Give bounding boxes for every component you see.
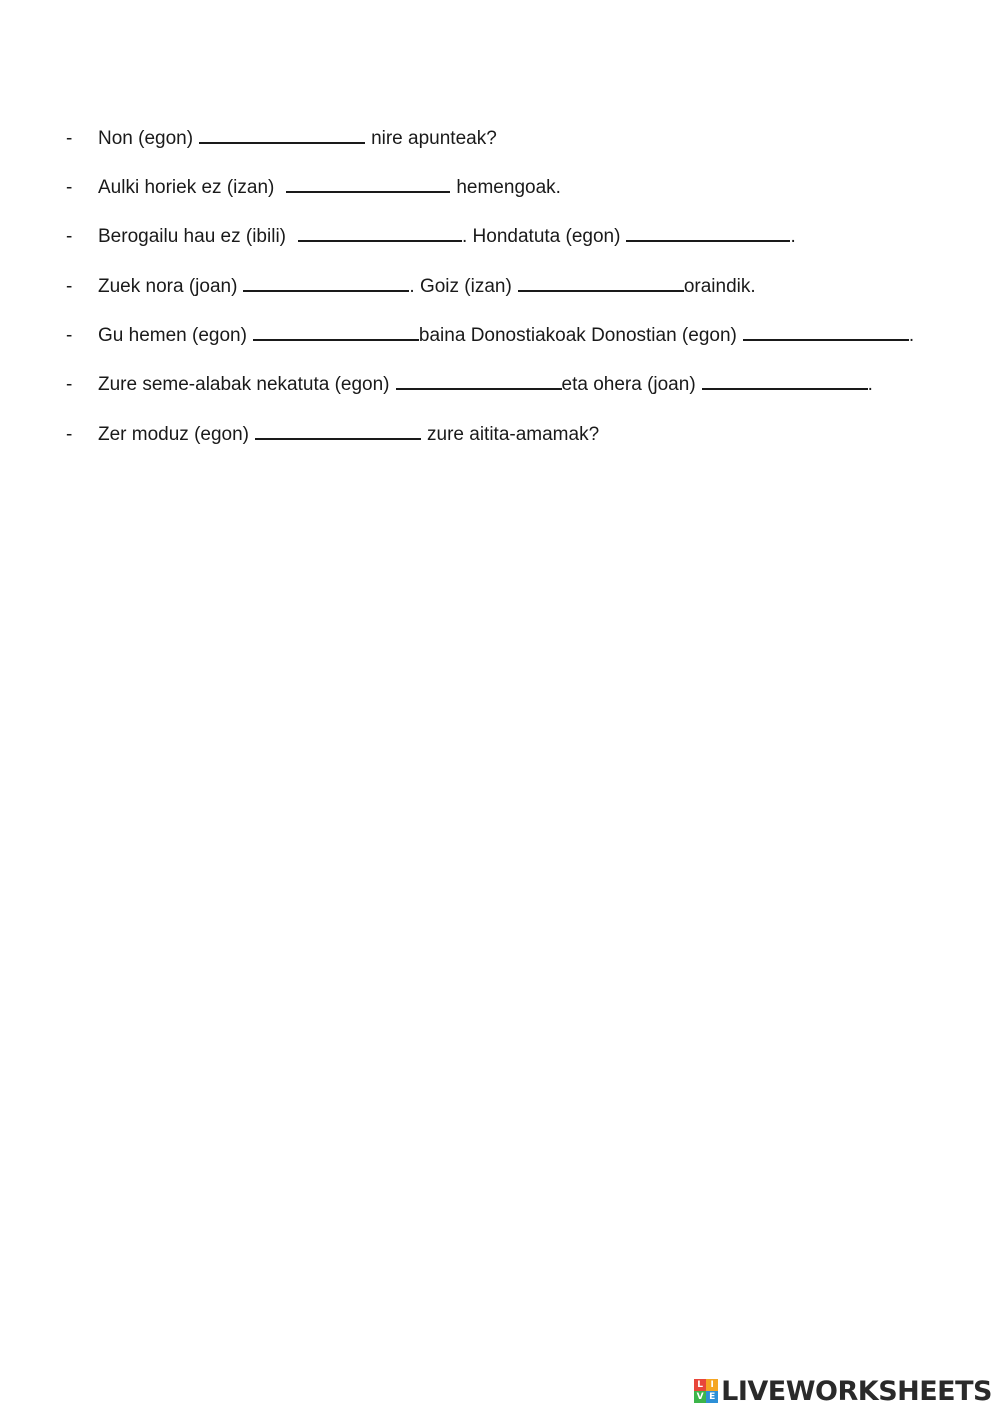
prompt-text: Aulki horiek ez (izan) — [98, 177, 275, 198]
bullet-dash: - — [66, 374, 73, 395]
exercise-line-4 — [66, 270, 756, 298]
prompt-text: Gu hemen (egon) — [98, 325, 247, 346]
answer-blank[interactable] — [253, 319, 419, 341]
live-logo-icon — [694, 1379, 718, 1403]
prompt-text: baina Donostiakoak Donostian (egon) — [418, 325, 737, 346]
prompt-text: Zuek nora (joan) — [98, 276, 238, 297]
logo-letter-l: L — [694, 1379, 706, 1391]
bullet-dash: - — [66, 424, 73, 445]
prompt-text: nire apunteak? — [371, 128, 497, 149]
prompt-text: Zure seme-alabak nekatuta (egon) — [98, 374, 390, 395]
exercise-line-6 — [66, 368, 873, 396]
answer-blank[interactable] — [243, 270, 409, 292]
brand-name: LIVEWORKSHEETS — [721, 1375, 992, 1407]
prompt-text: Non (egon) — [98, 128, 194, 149]
answer-blank[interactable] — [743, 319, 909, 341]
prompt-text: . — [790, 226, 796, 247]
exercise-line-2 — [66, 171, 561, 199]
prompt-text: . — [867, 374, 873, 395]
answer-blank[interactable] — [702, 368, 868, 390]
prompt-text: . Goiz (izan) — [409, 276, 512, 297]
prompt-text: hemengoak. — [456, 177, 561, 198]
prompt-text: . — [908, 325, 915, 346]
answer-blank[interactable] — [518, 270, 684, 292]
prompt-text: Zer moduz (egon) — [98, 424, 250, 445]
exercise-line-1 — [66, 122, 497, 150]
answer-blank[interactable] — [255, 418, 421, 440]
liveworksheets-logo — [694, 1375, 992, 1407]
bullet-dash: - — [66, 276, 73, 297]
bullet-dash: - — [66, 177, 73, 198]
prompt-text: eta ohera (joan) — [561, 374, 696, 395]
answer-blank[interactable] — [626, 220, 790, 242]
bullet-dash: - — [66, 128, 73, 149]
prompt-text: zure aitita-amamak? — [427, 424, 600, 445]
answer-blank[interactable] — [199, 122, 365, 144]
logo-letter-i: I — [706, 1379, 718, 1391]
answer-blank[interactable] — [286, 171, 450, 193]
prompt-text: Berogailu hau ez (ibili) — [98, 226, 286, 247]
logo-letter-v: V — [694, 1391, 706, 1403]
answer-blank[interactable] — [298, 220, 462, 242]
bullet-dash: - — [66, 325, 73, 346]
answer-blank[interactable] — [396, 368, 562, 390]
prompt-text: oraindik. — [683, 276, 756, 297]
exercise-line-7 — [66, 418, 599, 446]
exercise-line-3 — [66, 220, 796, 248]
logo-letter-e: E — [706, 1391, 718, 1403]
exercise-line-5 — [66, 319, 914, 347]
bullet-dash: - — [66, 226, 73, 247]
prompt-text: . Hondatuta (egon) — [462, 226, 621, 247]
